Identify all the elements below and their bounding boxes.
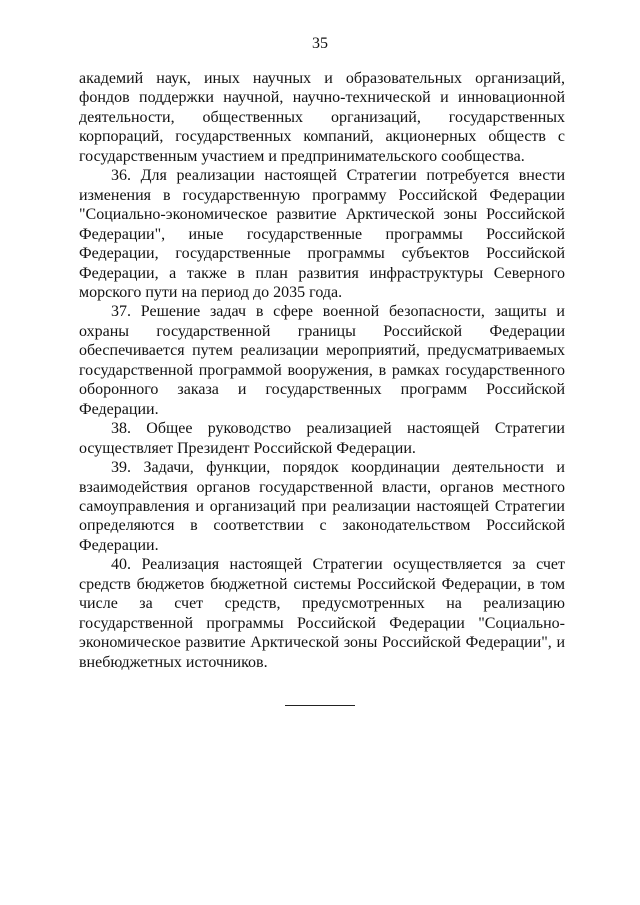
paragraph-item-39: 39. Задачи, функции, порядок координации деятельности и взаимодействия органов государственной власти, органов местного самоуправления и организаций при реализации настоящей Стратегии определяются в соответствии с законодательством Российской Федерации. <box>79 459 565 554</box>
document-body <box>79 69 565 672</box>
paragraph-item-37: 37. Решение задач в сфере военной безопасности, защиты и охраны государственной границы Российской Федерации обеспечивается путем реализации мероприятий, предусматриваемых государственной программой вооружения, в рамках государственного оборонного заказа и государственных программ Российской Федерации. <box>79 303 565 418</box>
paragraph-item-36: 36. Для реализации настоящей Стратегии потребуется внести изменения в государственную программу Российской Федерации "Социально-экономическое развитие Арктической зоны Российской Федерации", иные государственные программы Российской Федерации, государственные программы субъектов Российской Федерации, а также в план развития инфраструктуры Северного морского пути на период до 2035 года. <box>79 167 565 301</box>
paragraph-continuation: академий наук, иных научных и образовательных организаций, фондов поддержки научной, научно-технической и инновационной деятельности, общественных организаций, государственных корпораций, государственных компаний, акционерных обществ с государственным участием и предпринимательского сообщества. <box>79 70 565 165</box>
page-number: 35 <box>312 35 328 52</box>
paragraph-item-40: 40. Реализация настоящей Стратегии осуществляется за счет средств бюджетов бюджетной системы Российской Федерации, в том числе за счет средств, предусмотренных на реализацию государственной программы Российской Федерации "Социально-экономическое развитие Арктической зоны Российской Федерации", и внебюджетных источников. <box>79 556 565 671</box>
end-of-document-rule <box>285 705 355 706</box>
paragraph-item-38: 38. Общее руководство реализацией настоящей Стратегии осуществляет Президент Российской Федерации. <box>79 420 565 457</box>
